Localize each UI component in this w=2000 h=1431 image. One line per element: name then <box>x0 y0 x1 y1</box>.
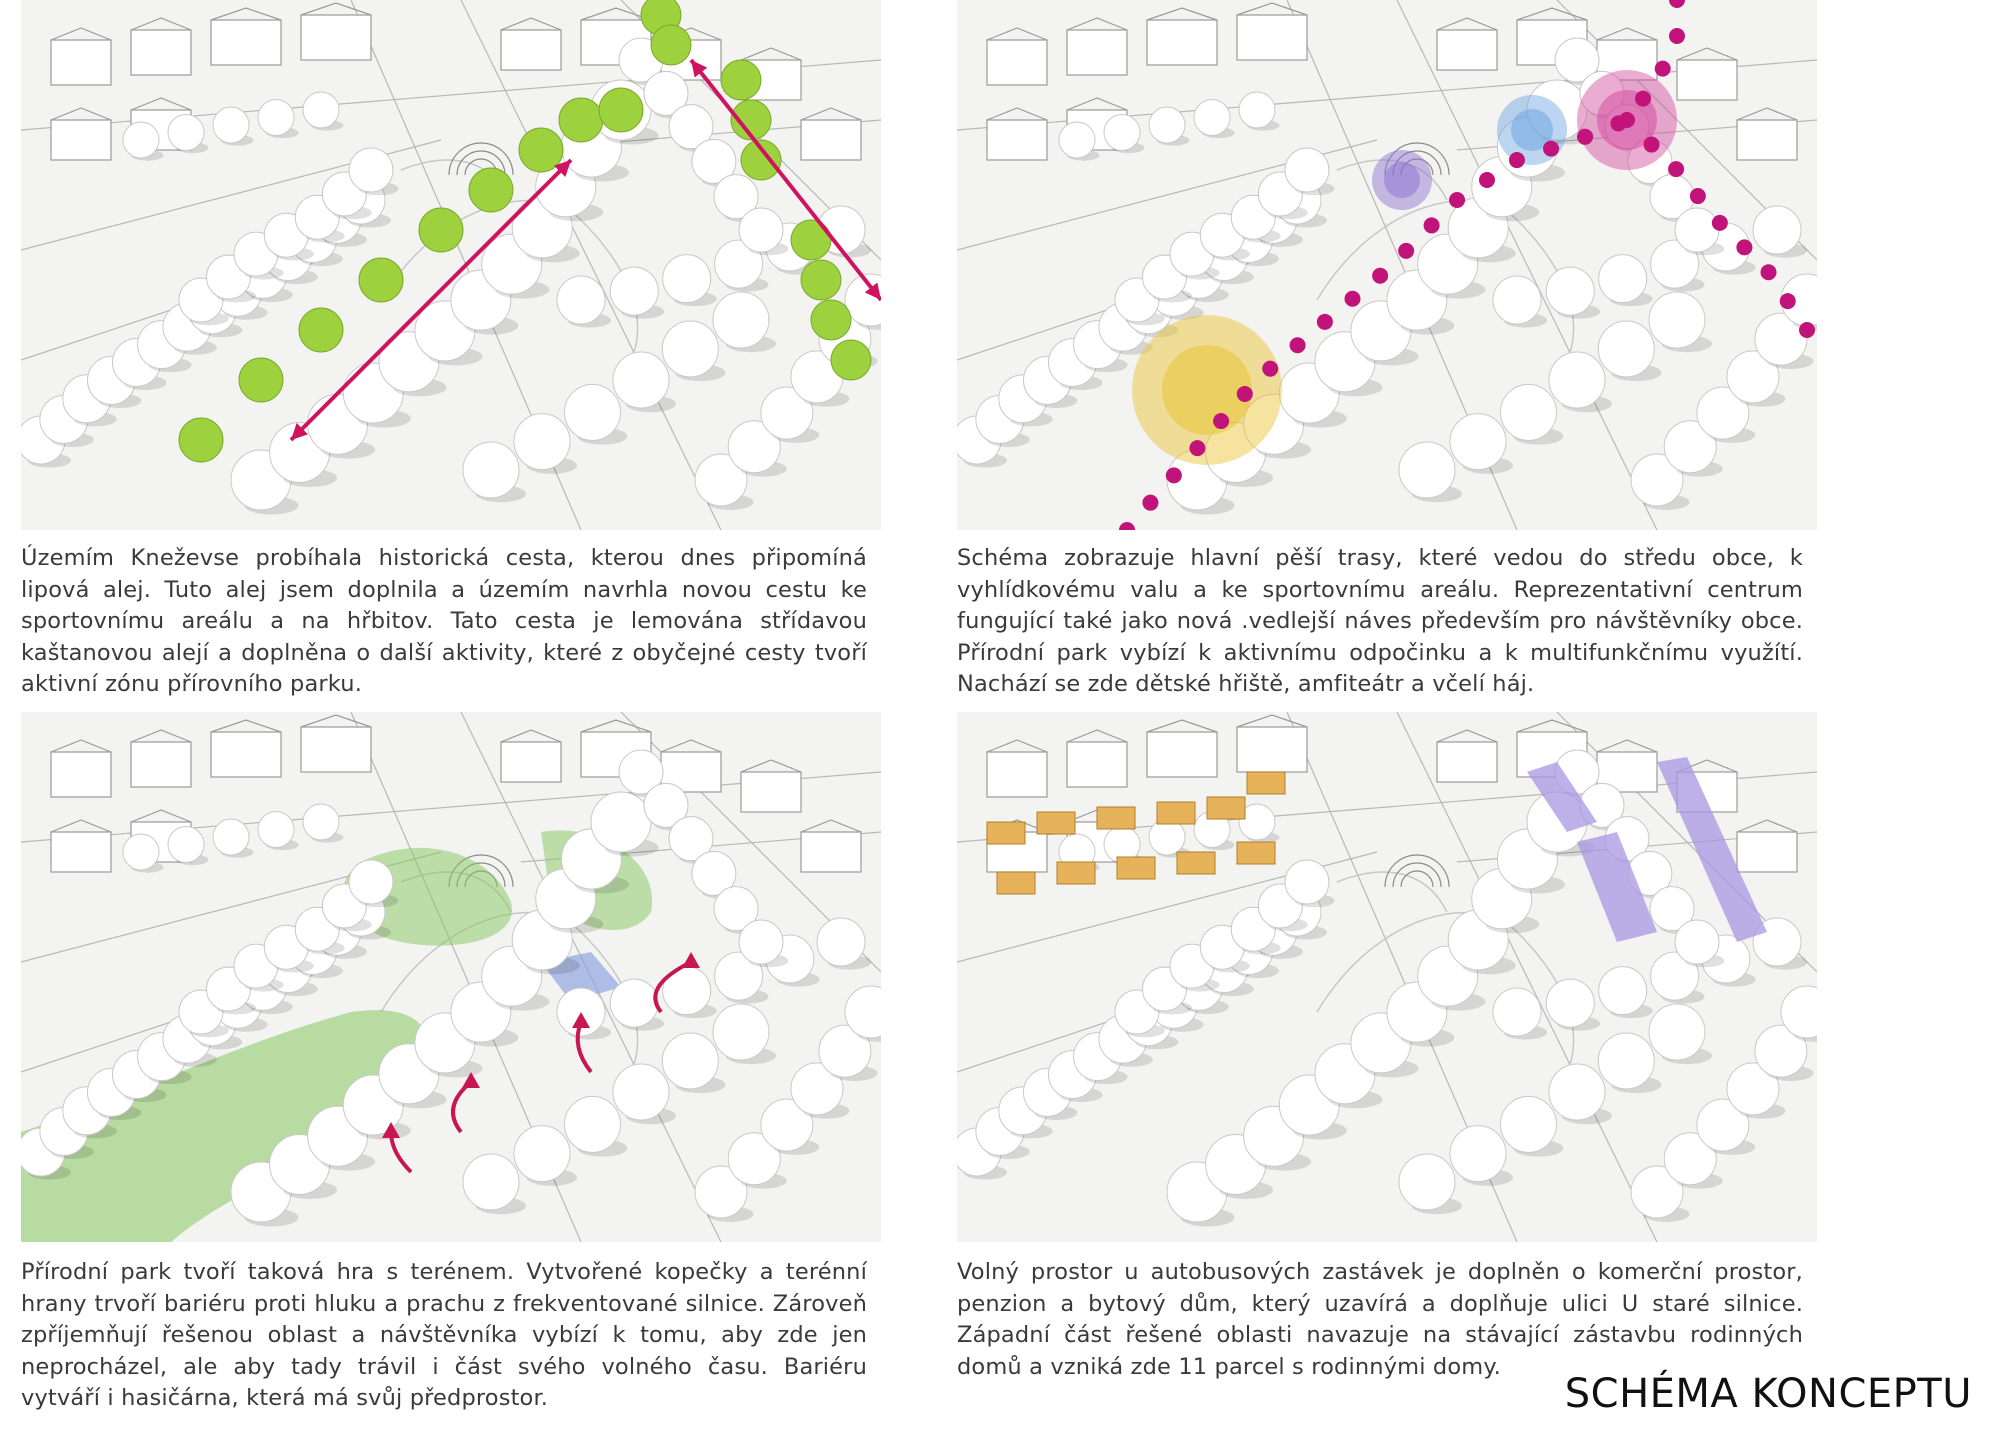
house-plot <box>1177 852 1215 874</box>
highlighted-tree <box>811 300 851 340</box>
tree <box>303 92 339 128</box>
route-dot <box>1644 137 1660 153</box>
tree <box>663 255 711 303</box>
alej-caption: Územím Kneževse probíhala historická cesta, kterou dnes připomíná lipová alej. Tuto alej jsem doplnila a územím navrhla novou cestu ke sportovnímu areálu a na hřbitov. Tato cesta je lemována střídavou kaštanovou alejí a doplněna o další aktivity, které z obyčejné cesty tvoří aktivní zónu přírovního parku. <box>21 545 867 697</box>
tree <box>613 352 669 408</box>
route-dot <box>1655 61 1671 77</box>
route-dot <box>1142 495 1158 511</box>
route-dot <box>1619 112 1635 128</box>
route-dot <box>1736 239 1752 255</box>
highlighted-tree <box>801 260 841 300</box>
tree <box>1285 860 1329 904</box>
house-plot <box>1157 802 1195 824</box>
tree <box>613 1064 669 1120</box>
route-dot <box>1799 322 1815 338</box>
route-dot <box>1424 217 1440 233</box>
routes-caption: Schéma zobrazuje hlavní pěší trasy, které vedou do středu obce, k vyhlídkovému valu a ke sportovnímu areálu. Reprezentativní centrum fungující také jako nová .vedlejší náves především pro návštěvníky obce. Přírodní park vybízí k aktivnímu odpočinku a k multifunkčnímu využítí. Nachází se zde dětské hřiště, amfiteátr a včelí háj. <box>957 545 1803 697</box>
tree <box>213 819 249 855</box>
tree <box>1450 414 1506 470</box>
tree <box>1675 920 1719 964</box>
tree <box>213 107 249 143</box>
highlighted-tree <box>239 358 283 402</box>
house-plot <box>1207 797 1245 819</box>
house-plot <box>1097 807 1135 829</box>
route-dot <box>1690 188 1706 204</box>
tree <box>1549 1064 1605 1120</box>
highlighted-tree <box>651 25 691 65</box>
tree <box>123 122 159 158</box>
tree <box>1500 384 1556 440</box>
route-dot <box>1761 264 1777 280</box>
tree <box>258 812 294 848</box>
highlighted-tree <box>419 208 463 252</box>
tree <box>1546 267 1594 315</box>
route-dot <box>1317 314 1333 330</box>
tree <box>1649 1004 1705 1060</box>
tree <box>303 804 339 840</box>
tree <box>1493 276 1541 324</box>
tree <box>557 276 605 324</box>
tree <box>514 1126 570 1182</box>
tree <box>349 148 393 192</box>
route-dot <box>1479 172 1495 188</box>
buildings-diagram <box>957 712 1817 1242</box>
route-dot <box>1344 291 1360 307</box>
tree <box>1059 122 1095 158</box>
tree <box>564 1096 620 1152</box>
route-dot <box>1577 129 1593 145</box>
tree <box>564 384 620 440</box>
amphitheatre-zone-core <box>1384 162 1420 198</box>
highlighted-tree <box>599 88 643 132</box>
tree <box>1599 255 1647 303</box>
alej-concept-diagram <box>21 0 881 530</box>
house-plot <box>997 872 1035 894</box>
route-dot <box>1398 243 1414 259</box>
tree <box>1753 206 1801 254</box>
route-dot <box>1372 268 1388 284</box>
tree <box>1149 107 1185 143</box>
park-drawing <box>21 712 881 1242</box>
highlighted-tree <box>721 60 761 100</box>
house-plot <box>987 822 1025 844</box>
tree <box>1549 352 1605 408</box>
tree <box>662 321 718 377</box>
route-dot <box>1668 161 1684 177</box>
tree <box>463 442 519 498</box>
highlighted-tree <box>559 98 603 142</box>
tree <box>739 920 783 964</box>
tree <box>1598 1033 1654 1089</box>
highlighted-tree <box>359 258 403 302</box>
tree <box>1493 988 1541 1036</box>
tree <box>1599 967 1647 1015</box>
nature-park-diagram <box>21 712 881 1242</box>
route-dot <box>1780 293 1796 309</box>
tree <box>1500 1096 1556 1152</box>
route-dot <box>1509 152 1525 168</box>
tree <box>817 918 865 966</box>
highlighted-tree <box>469 168 513 212</box>
tree <box>610 267 658 315</box>
buildings-caption: Volný prostor u autobusových zastávek je doplněn o komerční prostor, penzion a bytový dům, který uzavírá a doplňuje ulici U staré silnice. Západní část řešené oblasti navazuje na stávající zástavbu rodinných domů a vzniká zde 11 parcel s rodinnými domy. <box>957 1259 1803 1380</box>
highlighted-tree <box>179 418 223 462</box>
tree <box>1194 100 1230 136</box>
alej-drawing <box>21 0 881 530</box>
route-dot <box>1189 440 1205 456</box>
route-dot <box>1449 192 1465 208</box>
tree <box>713 1004 769 1060</box>
tree <box>168 115 204 151</box>
house-plot <box>1237 842 1275 864</box>
route-dot <box>1237 386 1253 402</box>
house-plot <box>1247 772 1285 794</box>
pedestrian-routes-diagram <box>957 0 1817 530</box>
tree <box>1546 979 1594 1027</box>
route-dot <box>1635 91 1651 107</box>
tree <box>610 979 658 1027</box>
tree <box>1649 292 1705 348</box>
tree <box>1450 1126 1506 1182</box>
tree <box>1675 208 1719 252</box>
tree <box>349 860 393 904</box>
tree <box>1104 115 1140 151</box>
highlighted-tree <box>791 220 831 260</box>
tree <box>514 414 570 470</box>
tree <box>463 1154 519 1210</box>
house-plot <box>1037 812 1075 834</box>
tree <box>1399 442 1455 498</box>
house-plot <box>1117 857 1155 879</box>
route-dot <box>1166 467 1182 483</box>
tree <box>123 834 159 870</box>
tree <box>739 208 783 252</box>
tree <box>1285 148 1329 192</box>
sheet-title: SCHÉMA KONCEPTU <box>1564 1371 1972 1417</box>
route-dot <box>1669 28 1685 44</box>
routes-drawing <box>957 0 1817 530</box>
tree <box>662 1033 718 1089</box>
highlighted-tree <box>299 308 343 352</box>
tree <box>258 100 294 136</box>
tree <box>1399 1154 1455 1210</box>
route-dot <box>1543 141 1559 157</box>
tree <box>713 292 769 348</box>
tree <box>168 827 204 863</box>
route-dot <box>1712 215 1728 231</box>
route-dot <box>1262 361 1278 377</box>
tree <box>1239 92 1275 128</box>
buildings-drawing <box>957 712 1817 1242</box>
route-dot <box>1213 413 1229 429</box>
tree <box>591 792 651 852</box>
park-caption: Přírodní park tvoří taková hra s terénem. Vytvořené kopečky a terénní hrany trvoří bariéru proti hluku a prachu z frekventované silnice. Zároveň zpříjemňují řešenou oblast a návštěvníka vybízí k tomu, aby zde jen neprocházel, ale aby tady trávil i část svého volného času. Bariéru vytváří i hasičárna, která má svůj předprostor. <box>21 1259 867 1411</box>
route-dot <box>1290 337 1306 353</box>
house-plot <box>1057 862 1095 884</box>
highlighted-tree <box>831 340 871 380</box>
tree <box>1598 321 1654 377</box>
